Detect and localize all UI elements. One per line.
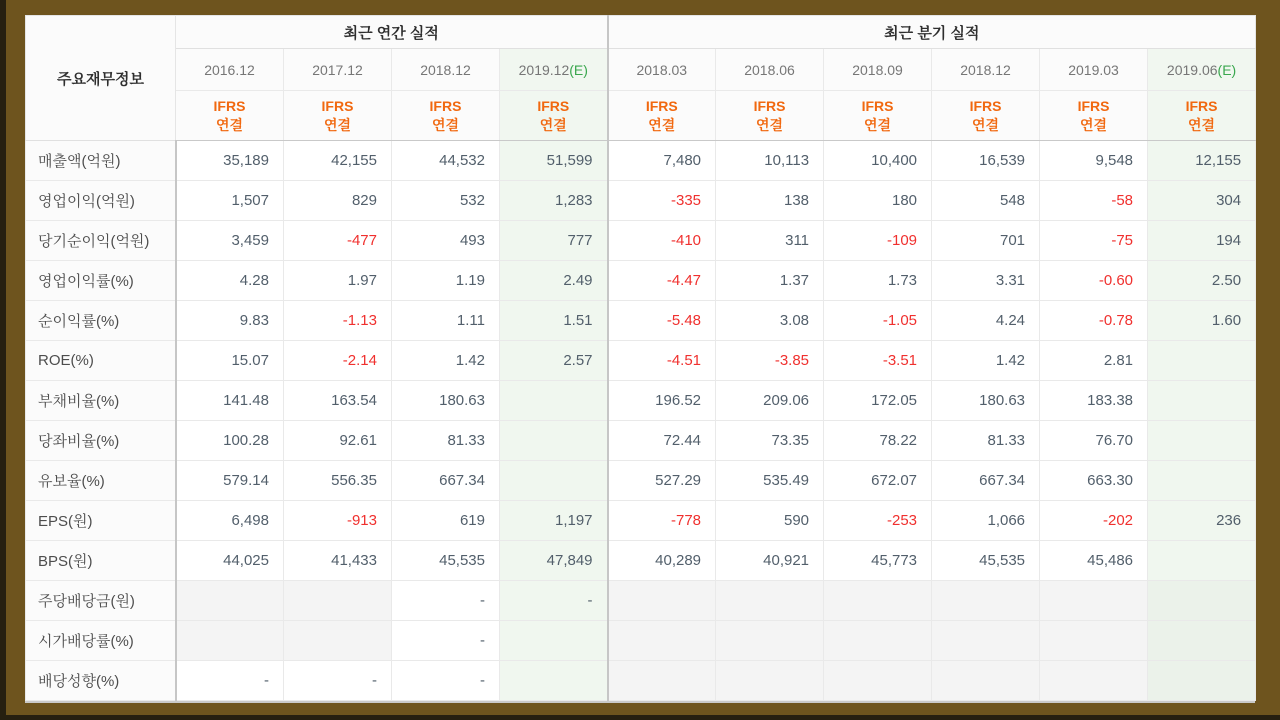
value-cell: 100.28 [176,421,284,461]
period-label: 2018.12 [960,61,1011,78]
period-label: 2018.06 [744,61,795,78]
value-cell: 619 [392,501,500,541]
row-label: 배당성향(%) [26,661,176,701]
period-label: 2018.12 [420,61,471,78]
value-cell: 35,189 [176,141,284,181]
value-cell: -2.14 [284,341,392,381]
value-cell: 163.54 [284,381,392,421]
ifrs-label: IFRS [969,98,1002,115]
value-cell: 777 [500,221,608,261]
value-cell [932,661,1040,701]
value-cell: 10,400 [824,141,932,181]
value-cell [284,621,392,661]
consolidated-label: 연결 [972,116,1000,133]
value-cell [716,621,824,661]
value-cell: -913 [284,501,392,541]
value-cell: 44,532 [392,141,500,181]
period-label: 2016.12 [204,61,255,78]
value-cell: 1.42 [392,341,500,381]
value-cell: 532 [392,181,500,221]
value-cell: 1.11 [392,301,500,341]
value-cell: -0.60 [1040,261,1148,301]
value-cell: 41,433 [284,541,392,581]
value-cell [500,421,608,461]
value-cell: 3.08 [716,301,824,341]
value-cell: 311 [716,221,824,261]
value-cell: 304 [1148,181,1256,221]
ifrs-standard-header [500,91,608,141]
value-cell: -477 [284,221,392,261]
value-cell [1148,381,1256,421]
value-cell [1148,621,1256,661]
value-cell: -5.48 [608,301,716,341]
row-label: EPS(원) [26,501,176,541]
value-cell: 47,849 [500,541,608,581]
consolidated-label: 연결 [431,116,460,133]
table-row [26,141,1256,181]
financial-summary-table [25,15,1256,701]
value-cell: 236 [1148,501,1256,541]
ifrs-label: IFRS [213,98,246,115]
table-row [26,461,1256,501]
value-cell: 72.44 [608,421,716,461]
value-cell: -410 [608,221,716,261]
value-cell: 1.51 [500,301,608,341]
value-cell: -3.85 [716,341,824,381]
table-row [26,301,1256,341]
value-cell: 209.06 [716,381,824,421]
value-cell [824,581,932,621]
row-label: 당좌비율(%) [26,421,176,461]
row-label: 순이익률(%) [26,301,176,341]
ifrs-standard-header [1040,91,1148,141]
value-cell [716,581,824,621]
value-cell: 81.33 [932,421,1040,461]
value-cell: 45,535 [932,541,1040,581]
value-cell [500,621,608,661]
ifrs-standard-header [392,91,500,141]
value-cell: 78.22 [824,421,932,461]
table-row [26,341,1256,381]
value-cell [1148,341,1256,381]
ifrs-standard-header [176,91,284,141]
row-label: BPS(원) [26,541,176,581]
value-cell [716,661,824,701]
value-cell: 81.33 [392,421,500,461]
value-cell: -4.47 [608,261,716,301]
value-cell: - [500,581,608,621]
ifrs-label: IFRS [645,98,678,115]
group-header-quarterly: 최근 분기 실적 [608,16,1256,49]
ifrs-standard-header [284,91,392,141]
value-cell: 1,197 [500,501,608,541]
ifrs-standard-header [932,91,1040,141]
column-period-header [500,49,608,91]
row-label: ROE(%) [26,341,176,381]
value-cell: - [284,661,392,701]
value-cell: 527.29 [608,461,716,501]
value-cell: 1,283 [500,181,608,221]
value-cell: -335 [608,181,716,221]
value-cell: 7,480 [608,141,716,181]
value-cell: -1.05 [824,301,932,341]
table-row [26,581,1256,621]
value-cell: 667.34 [392,461,500,501]
value-cell: -1.13 [284,301,392,341]
column-period-header [176,49,284,91]
value-cell: 3.31 [932,261,1040,301]
table-corner-header: 주요재무정보 [26,16,176,141]
value-cell: 141.48 [176,381,284,421]
ifrs-header-row [26,91,1256,141]
value-cell: 667.34 [932,461,1040,501]
value-cell [1040,621,1148,661]
column-period-header [716,49,824,91]
value-cell [1148,541,1256,581]
estimate-flag: (E) [569,61,588,78]
table-row [26,541,1256,581]
value-cell: - [176,661,284,701]
value-cell: 579.14 [176,461,284,501]
value-cell [176,581,284,621]
value-cell: 2.81 [1040,341,1148,381]
value-cell: 663.30 [1040,461,1148,501]
value-cell: -0.78 [1040,301,1148,341]
value-cell: 1,507 [176,181,284,221]
value-cell: 138 [716,181,824,221]
value-cell: 4.28 [176,261,284,301]
value-cell: 6,498 [176,501,284,541]
group-header-row [26,16,1256,49]
value-cell: - [392,621,500,661]
value-cell: - [392,581,500,621]
value-cell: 1.37 [716,261,824,301]
row-label: 부채비율(%) [26,381,176,421]
period-label: 2017.12 [312,61,363,78]
value-cell: 590 [716,501,824,541]
value-cell: 51,599 [500,141,608,181]
consolidated-label: 연결 [215,116,244,133]
value-cell: - [392,661,500,701]
column-period-header [392,49,500,91]
value-cell [176,621,284,661]
row-label: 영업이익률(%) [26,261,176,301]
value-cell: 2.49 [500,261,608,301]
period-label: 2019.06 [1166,61,1218,78]
value-cell: 4.24 [932,301,1040,341]
group-header-annual: 최근 연간 실적 [176,16,608,49]
consolidated-label: 연결 [756,116,784,133]
value-cell: 76.70 [1040,421,1148,461]
row-label: 시가배당률(%) [26,621,176,661]
value-cell [1148,421,1256,461]
value-cell: 45,486 [1040,541,1148,581]
value-cell: 556.35 [284,461,392,501]
value-cell [608,621,716,661]
ifrs-label: IFRS [1077,98,1110,115]
table-row [26,421,1256,461]
value-cell: -109 [824,221,932,261]
consolidated-label: 연결 [864,116,892,133]
value-cell: 1.19 [392,261,500,301]
value-cell: 1.73 [824,261,932,301]
value-cell: -3.51 [824,341,932,381]
table-row [26,661,1256,701]
value-cell: 493 [392,221,500,261]
value-cell [824,621,932,661]
estimate-flag: (E) [1217,61,1237,78]
ifrs-label: IFRS [1185,98,1218,115]
value-cell: 1.42 [932,341,1040,381]
value-cell [824,661,932,701]
value-cell: -4.51 [608,341,716,381]
value-cell: 15.07 [176,341,284,381]
value-cell: 183.38 [1040,381,1148,421]
row-label: 영업이익(억원) [26,181,176,221]
value-cell: 1.60 [1148,301,1256,341]
consolidated-label: 연결 [1080,116,1108,133]
value-cell: -202 [1040,501,1148,541]
table-row [26,221,1256,261]
value-cell: 180 [824,181,932,221]
column-period-header [608,49,716,91]
table-row [26,181,1256,221]
value-cell: 672.07 [824,461,932,501]
ifrs-standard-header [824,91,932,141]
value-cell [1040,661,1148,701]
value-cell: 16,539 [932,141,1040,181]
value-cell [500,661,608,701]
value-cell: 548 [932,181,1040,221]
ifrs-standard-header [1148,91,1256,141]
value-cell [284,581,392,621]
value-cell: 194 [1148,221,1256,261]
ifrs-standard-header [716,91,824,141]
column-period-header [284,49,392,91]
consolidated-label: 연결 [1188,116,1216,133]
period-label: 2019.12 [518,61,570,78]
ifrs-label: IFRS [321,98,354,115]
value-cell: 180.63 [932,381,1040,421]
value-cell: 40,921 [716,541,824,581]
ifrs-label: IFRS [429,98,462,115]
column-period-header [932,49,1040,91]
value-cell: -75 [1040,221,1148,261]
table-row [26,261,1256,301]
table-row [26,501,1256,541]
value-cell: -58 [1040,181,1148,221]
value-cell: 180.63 [392,381,500,421]
value-cell [1148,461,1256,501]
column-period-header [824,49,932,91]
value-cell: 73.35 [716,421,824,461]
value-cell [500,461,608,501]
value-cell: 45,773 [824,541,932,581]
column-period-header [1148,49,1256,91]
value-cell: 2.50 [1148,261,1256,301]
period-label: 2018.03 [636,61,688,78]
value-cell: 829 [284,181,392,221]
value-cell [932,581,1040,621]
value-cell: 535.49 [716,461,824,501]
value-cell: 10,113 [716,141,824,181]
value-cell: 1,066 [932,501,1040,541]
value-cell: 3,459 [176,221,284,261]
ifrs-label: IFRS [753,98,786,115]
column-period-header [1040,49,1148,91]
value-cell: 9,548 [1040,141,1148,181]
financial-table-panel [25,15,1255,700]
value-cell [608,581,716,621]
value-cell: 9.83 [176,301,284,341]
value-cell: 92.61 [284,421,392,461]
value-cell: 2.57 [500,341,608,381]
consolidated-label: 연결 [648,116,676,133]
row-label: 매출액(억원) [26,141,176,181]
value-cell [608,661,716,701]
value-cell: 172.05 [824,381,932,421]
value-cell: 44,025 [176,541,284,581]
period-label: 2018.09 [852,61,903,78]
row-label: 당기순이익(억원) [26,221,176,261]
ifrs-label: IFRS [537,98,570,115]
value-cell: 1.97 [284,261,392,301]
value-cell: 42,155 [284,141,392,181]
value-cell [1040,581,1148,621]
table-row [26,621,1256,661]
value-cell [1148,581,1256,621]
value-cell [1148,661,1256,701]
ifrs-standard-header [608,91,716,141]
value-cell: -778 [608,501,716,541]
period-header-row [26,49,1256,91]
value-cell: 40,289 [608,541,716,581]
consolidated-label: 연결 [323,116,352,133]
row-label: 주당배당금(원) [26,581,176,621]
row-label: 유보율(%) [26,461,176,501]
value-cell: 12,155 [1148,141,1256,181]
value-cell [500,381,608,421]
value-cell: 196.52 [608,381,716,421]
value-cell: 701 [932,221,1040,261]
table-row [26,381,1256,421]
period-label: 2019.03 [1068,61,1119,78]
consolidated-label: 연결 [539,116,567,133]
value-cell: -253 [824,501,932,541]
ifrs-label: IFRS [861,98,894,115]
value-cell [932,621,1040,661]
value-cell: 45,535 [392,541,500,581]
